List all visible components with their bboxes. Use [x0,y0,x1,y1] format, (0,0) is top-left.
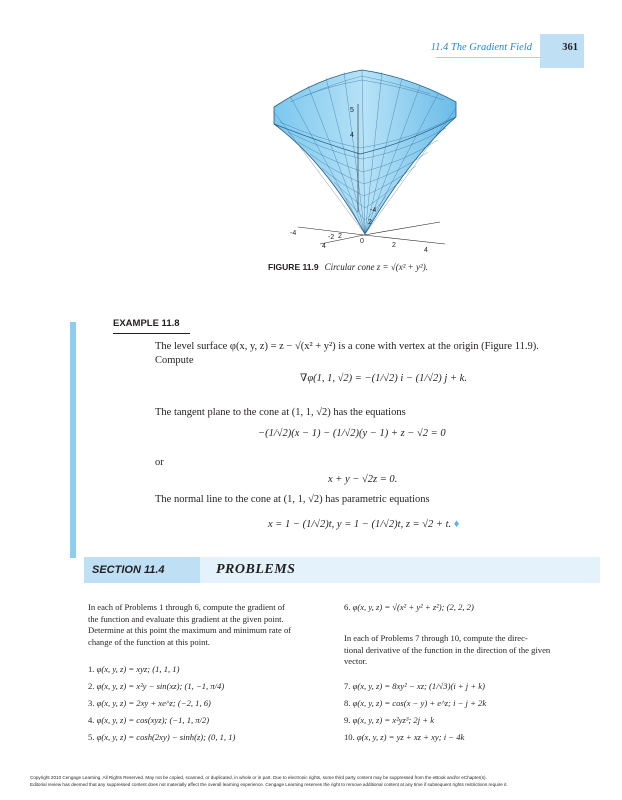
problem-item [344,698,486,708]
page-number: 361 [562,42,578,53]
problem-text: φ(x, y, z) = xyz; (1, 1, 1) [96,664,180,674]
problem-text: φ(x, y, z) = cos(x − y) + e^z; i − j + 2k [352,698,487,708]
intro-line: change of the function at this point. [88,636,210,647]
problem-item [88,664,179,674]
intro-line: In each of Problems 7 through 10, compute the direc- [344,633,528,643]
problem-item [88,681,224,691]
problem-item [344,681,485,691]
axis-tick-label: 4 [322,243,326,250]
tangent-plane-text: The tangent plane to the cone at (1, 1, √2) has the equations [155,407,406,418]
axis-tick-label: -2 [328,234,335,241]
problem-number: 4. [88,715,95,725]
problem-text: φ(x, y, z) = 2xy + xe^z; (−2, 1, 6) [96,698,211,708]
intro-line: tional derivative of the function in the direction of the given [344,644,551,655]
problem-number: 9. [344,715,351,725]
problems-intro-left [88,602,338,648]
copyright-footer [30,774,595,788]
intro-line: Determine at this point the maximum and minimum rate of [88,625,292,635]
tangent-equation-2: x + y − √2z = 0. [328,474,398,485]
problems-intro-right [344,633,594,668]
axis-tick-label: 2 [338,233,342,240]
intro-line: vector. [344,656,368,666]
problem-item [88,698,211,708]
y-axis [364,222,440,235]
problem-number: 2. [88,681,95,691]
problem-number: 3. [88,698,95,708]
gradient-equation: ∇φ(1, 1, √2) = −(1/√2) i − (1/√2) j + k. [300,373,467,384]
z-tick-label: 2 [368,219,372,226]
example-side-bar [70,322,76,558]
problem-item [344,715,434,725]
footer-line: Editorial review has deemed that any suppressed content does not materially affect the overall learning experience. Cengage Learning reserves the right to remove additional content at any time if subsequent rights restrictions require it. [30,782,508,787]
figure-label: FIGURE 11.9 [268,262,319,272]
problem-item [88,715,209,725]
problem-number: 7. [344,681,351,691]
normal-line-text: The normal line to the cone at (1, 1, √2) has parametric equations [155,494,430,505]
section-title: PROBLEMS [216,562,296,577]
problem-item [88,732,235,742]
problem-text: φ(x, y, z) = √(x² + y² + z²); (2, 2, 2) [352,602,474,612]
problem-number: 1. [88,664,95,674]
problem-item [344,732,464,742]
example-label: EXAMPLE 11.8 [113,318,180,329]
axis-tick-label: -4 [370,207,377,214]
figure-caption [268,262,428,272]
intro-line: the function and evaluate this gradient at the given point. [88,613,284,624]
example-intro-line1: The level surface φ(x, y, z) = z − √(x² + y²) is a cone with vertex at the origin (Figure 11.9). [155,341,539,352]
problem-text: φ(x, y, z) = x²yz³; 2j + k [352,715,435,725]
or-text: or [155,457,164,468]
y-axis-front [364,235,445,244]
x-axis-front [320,235,364,244]
example-intro-line2: Compute [155,355,194,366]
end-of-example-diamond-icon: ♦ [453,518,460,530]
problem-text: φ(x, y, z) = yz + xz + xy; i − 4k [356,732,465,742]
problem-number: 5. [88,732,95,742]
header-rule [436,57,540,58]
z-tick-label: 4 [350,132,354,139]
problem-item [344,602,474,612]
axis-tick-label: -4 [290,230,297,237]
cone-surface [274,70,456,234]
tangent-equation-1: −(1/√2)(x − 1) − (1/√2)(y − 1) + z − √2 = 0 [258,428,446,439]
normal-line-equation [268,518,459,530]
section-label: SECTION 11.4 [92,564,165,576]
z-tick-label: 5 [350,107,354,114]
footer-line: Copyright 2010 Cengage Learning. All Rights Reserved. May not be copied, scanned, or duplicated, in whole or in part. Due to electronic rights, some third party content may be suppressed from the eBook and/or eChapter(s). [30,775,487,780]
problem-text: φ(x, y, z) = 8xy² − xz; (1/√3)(i + j + k) [352,681,485,691]
problem-number: 8. [344,698,351,708]
running-header-title: 11.4 The Gradient Field [430,42,532,53]
figure-caption-text: Circular cone z = √(x² + y²). [324,262,428,272]
axis-tick-label: 2 [392,242,396,249]
problem-number: 6. [344,602,351,612]
normal-line-equation-text: x = 1 − (1/√2)t, y = 1 − (1/√2)t, z = √2 + t. [268,519,452,530]
intro-line: In each of Problems 1 through 6, compute the gradient of [88,602,285,612]
cone-figure [260,62,460,257]
axis-tick-label: 4 [424,247,428,254]
axis-tick-label: 0 [360,238,364,245]
example-rule [113,333,190,334]
problem-text: φ(x, y, z) = x²y − sin(xz); (1, −1, π/4) [96,681,225,691]
problem-text: φ(x, y, z) = cosh(2xy) − sinh(z); (0, 1, 1) [96,732,236,742]
problem-text: φ(x, y, z) = cos(xyz); (−1, 1, π/2) [96,715,210,725]
problem-number: 10. [344,732,355,742]
